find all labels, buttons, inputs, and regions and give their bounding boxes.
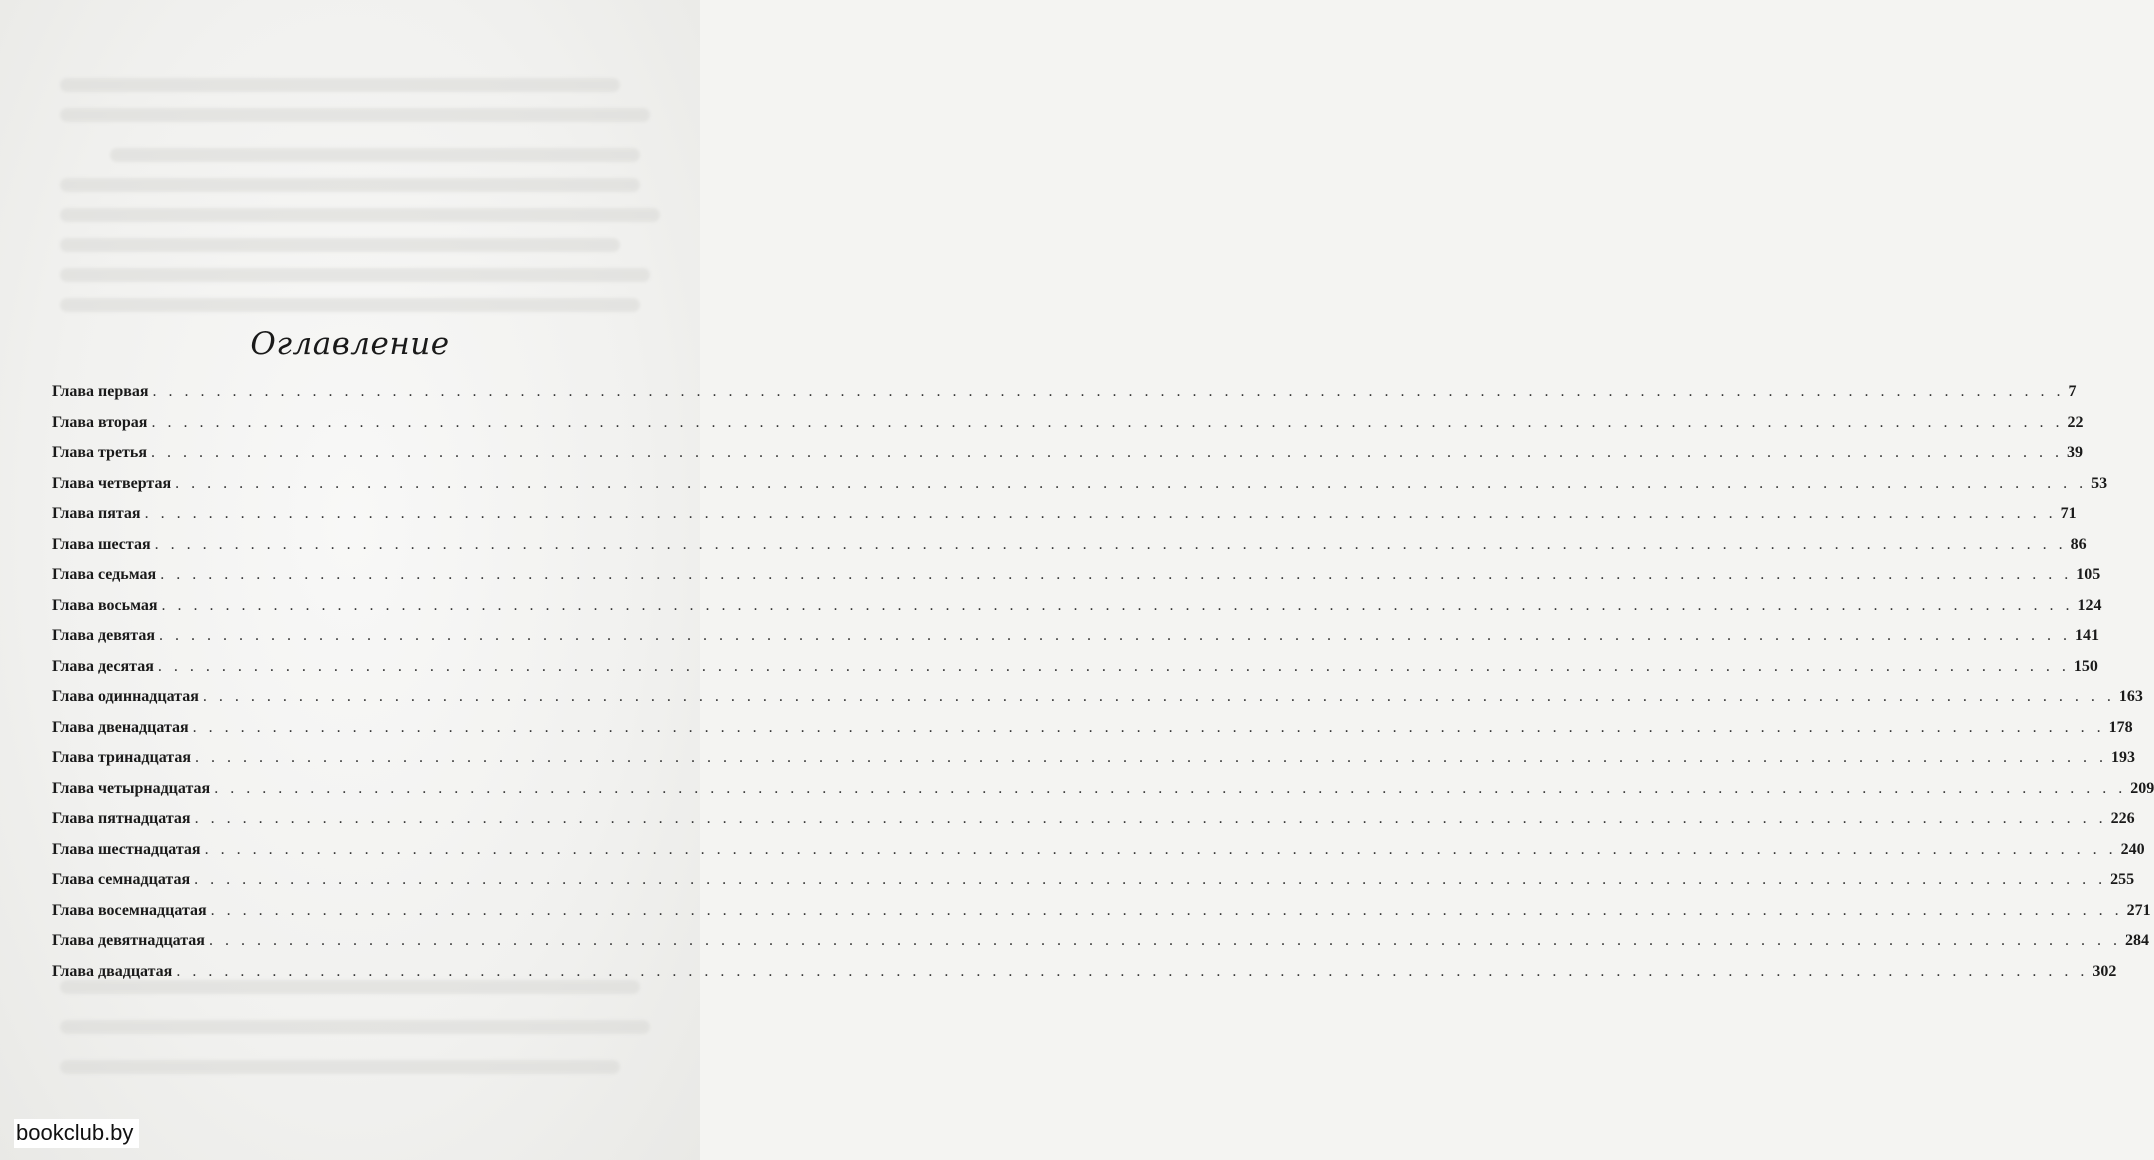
toc-leader-dots: . . . . . . . . . . . . . . . . . . . . . . . . . . . . . . . . . . . . . . . . . . . . . . . . . . . . . . . . . . . . . . . . . . . . . . . . . . . . . . . . . . . . . . . . . . . . . . . . . . . . . . . . . . . . . . . . . . . . . . . . bbox=[194, 871, 2107, 888]
toc-entry bbox=[52, 901, 2151, 933]
toc-entry bbox=[52, 505, 2077, 536]
toc-leader-dots: . . . . . . . . . . . . . . . . . . . . . . . . . . . . . . . . . . . . . . . . . . . . . . . . . . . . . . . . . . . . . . . . . . . . . . . . . . . . . . . . . . . . . . . . . . . . . . . . . . . . . . . . . . . . . . . . . . . . . . . . bbox=[152, 383, 2065, 400]
toc-entry-title: Глава девятая bbox=[52, 627, 155, 644]
toc-entry bbox=[52, 749, 2135, 780]
toc-entry-title: Глава одиннадцатая bbox=[52, 688, 199, 705]
toc-entry bbox=[52, 657, 2098, 689]
toc-entry-page: 124 bbox=[2077, 596, 2102, 614]
toc-entry-title: Глава семнадцатая bbox=[52, 871, 191, 888]
toc-entry bbox=[52, 688, 2143, 719]
toc-heading: Оглавление bbox=[250, 326, 450, 362]
toc-leader-dots: . . . . . . . . . . . . . . . . . . . . . . . . . . . . . . . . . . . . . . . . . . . . . . . . . . . . . . . . . . . . . . . . . . . . . . . . . . . . . . . . . . . . . . . . . . . . . . . . . . . . . . . . . . . . . . . . . . . . . . . . bbox=[161, 596, 2074, 614]
toc-entry-title: Глава двадцатая bbox=[52, 962, 173, 980]
toc-leader-dots: . . . . . . . . . . . . . . . . . . . . . . . . . . . . . . . . . . . . . . . . . . . . . . . . . . . . . . . . . . . . . . . . . . . . . . . . . . . . . . . . . . . . . . . . . . . . . . . . . . . . . . . . . . . . . . . . . . . . . . . . bbox=[195, 749, 2107, 766]
toc-entry bbox=[52, 810, 2135, 841]
toc-leader-dots: . . . . . . . . . . . . . . . . . . . . . . . . . . . . . . . . . . . . . . . . . . . . . . . . . . . . . . . . . . . . . . . . . . . . . . . . . . . . . . . . . . . . . . . . . . . . . . . . . . . . . . . . . . . . . . . . . . . . . . . . bbox=[158, 627, 2071, 644]
toc-leader-dots: . . . . . . . . . . . . . . . . . . . . . . . . . . . . . . . . . . . . . . . . . . . . . . . . . . . . . . . . . . . . . . . . . . . . . . . . . . . . . . . . . . . . . . . . . . . . . . . . . . . . . . . . . . . . . . . . . . . . . . . . bbox=[151, 444, 2064, 461]
toc-entry bbox=[52, 383, 2077, 414]
toc-leader-dots: . . . . . . . . . . . . . . . . . . . . . . . . . . . . . . . . . . . . . . . . . . . . . . . . . . . . . . . . . . . . . . . . . . . . . . . . . . . . . . . . . . . . . . . . . . . . . . . . . . . . . . . . . . . . . . . . . . . . . . . . bbox=[204, 840, 2117, 858]
toc-entry-page: 53 bbox=[2091, 474, 2108, 492]
toc-entry-title: Глава пятая bbox=[52, 505, 141, 522]
toc-entry-page: 22 bbox=[2067, 413, 2084, 431]
toc-entry-title: Глава тринадцатая bbox=[52, 749, 191, 766]
toc-leader-dots: . . . . . . . . . . . . . . . . . . . . . . . . . . . . . . . . . . . . . . . . . . . . . . . . . . . . . . . . . . . . . . . . . . . . . . . . . . . . . . . . . . . . . . . . . . . . . . . . . . . . . . . . . . . . . . . . . . . . . . . . bbox=[210, 901, 2123, 919]
toc-entry-page: 240 bbox=[2120, 840, 2145, 858]
toc-leader-dots: . . . . . . . . . . . . . . . . . . . . . . . . . . . . . . . . . . . . . . . . . . . . . . . . . . . . . . . . . . . . . . . . . . . . . . . . . . . . . . . . . . . . . . . . . . . . . . . . . . . . . . . . . . . . . . . . . . . . . . . . bbox=[144, 505, 2057, 522]
toc-leader-dots: . . . . . . . . . . . . . . . . . . . . . . . . . . . . . . . . . . . . . . . . . . . . . . . . . . . . . . . . . . . . . . . . . . . . . . . . . . . . . . . . . . . . . . . . . . . . . . . . . . . . . . . . . . . . . . . . . . . . . . . . bbox=[202, 688, 2115, 705]
toc-entry-title: Глава девятнадцатая bbox=[52, 932, 205, 949]
toc-entry-page: 302 bbox=[2092, 962, 2117, 980]
toc-entry-page: 255 bbox=[2110, 871, 2135, 888]
toc-entry bbox=[52, 474, 2108, 506]
toc-entry-page: 163 bbox=[2118, 688, 2143, 705]
toc-entry-page: 271 bbox=[2126, 901, 2151, 919]
toc-entry bbox=[52, 535, 2087, 567]
toc-leader-dots: . . . . . . . . . . . . . . . . . . . . . . . . . . . . . . . . . . . . . . . . . . . . . . . . . . . . . . . . . . . . . . . . . . . . . . . . . . . . . . . . . . . . . . . . . . . . . . . . . . . . . . . . . . . . . . . . . . . . . . . . bbox=[175, 474, 2088, 492]
toc-entry-title: Глава вторая bbox=[52, 413, 148, 431]
toc-entry-title: Глава восьмая bbox=[52, 596, 158, 614]
toc-leader-dots: . . . . . . . . . . . . . . . . . . . . . . . . . . . . . . . . . . . . . . . . . . . . . . . . . . . . . . . . . . . . . . . . . . . . . . . . . . . . . . . . . . . . . . . . . . . . . . . . . . . . . . . . . . . . . . . . . . . . . . . . bbox=[160, 566, 2073, 583]
toc-entry-title: Глава третья bbox=[52, 444, 148, 461]
toc-leader-dots: . . . . . . . . . . . . . . . . . . . . . . . . . . . . . . . . . . . . . . . . . . . . . . . . . . . . . . . . . . . . . . . . . . . . . . . . . . . . . . . . . . . . . . . . . . . . . . . . . . . . . . . . . . . . . . . . . . . . . . . . bbox=[157, 657, 2070, 675]
toc-leader-dots: . . . . . . . . . . . . . . . . . . . . . . . . . . . . . . . . . . . . . . . . . . . . . . . . . . . . . . . . . . . . . . . . . . . . . . . . . . . . . . . . . . . . . . . . . . . . . . . . . . . . . . . . . . . . . . . . . . . . . . . . bbox=[214, 779, 2127, 797]
toc-leader-dots: . . . . . . . . . . . . . . . . . . . . . . . . . . . . . . . . . . . . . . . . . . . . . . . . . . . . . . . . . . . . . . . . . . . . . . . . . . . . . . . . . . . . . . . . . . . . . . . . . . . . . . . . . . . . . . . . . . . . . . . . bbox=[194, 810, 2107, 827]
toc-entry-title: Глава шестнадцатая bbox=[52, 840, 201, 858]
table-of-contents bbox=[52, 383, 2154, 993]
toc-entry bbox=[52, 627, 2099, 658]
toc-entry bbox=[52, 566, 2101, 597]
toc-entry bbox=[52, 962, 2117, 994]
toc-entry bbox=[52, 779, 2154, 811]
toc-entry-title: Глава двенадцатая bbox=[52, 718, 189, 736]
toc-entry-page: 284 bbox=[2124, 932, 2149, 949]
toc-entry bbox=[52, 932, 2149, 963]
toc-entry-page: 39 bbox=[2067, 444, 2084, 461]
toc-entry-title: Глава шестая bbox=[52, 535, 151, 553]
toc-entry-page: 150 bbox=[2073, 657, 2098, 675]
toc-entry-page: 178 bbox=[2108, 718, 2133, 736]
toc-entry-page: 209 bbox=[2130, 779, 2154, 797]
toc-entry bbox=[52, 413, 2084, 445]
toc-entry-title: Глава первая bbox=[52, 383, 149, 400]
toc-leader-dots: . . . . . . . . . . . . . . . . . . . . . . . . . . . . . . . . . . . . . . . . . . . . . . . . . . . . . . . . . . . . . . . . . . . . . . . . . . . . . . . . . . . . . . . . . . . . . . . . . . . . . . . . . . . . . . . . . . . . . . . . bbox=[192, 718, 2105, 736]
toc-entry-page: 7 bbox=[2068, 383, 2077, 400]
watermark: bookclub.by bbox=[14, 1119, 139, 1148]
toc-entry bbox=[52, 444, 2084, 475]
toc-entry-page: 86 bbox=[2070, 535, 2087, 553]
toc-entry bbox=[52, 871, 2135, 902]
toc-entry-page: 193 bbox=[2111, 749, 2135, 766]
toc-entry-page: 226 bbox=[2110, 810, 2135, 827]
toc-leader-dots: . . . . . . . . . . . . . . . . . . . . . . . . . . . . . . . . . . . . . . . . . . . . . . . . . . . . . . . . . . . . . . . . . . . . . . . . . . . . . . . . . . . . . . . . . . . . . . . . . . . . . . . . . . . . . . . . . . . . . . . . bbox=[208, 932, 2121, 949]
toc-entry-title: Глава пятнадцатая bbox=[52, 810, 191, 827]
toc-entry-page: 105 bbox=[2076, 566, 2101, 583]
toc-entry-page: 141 bbox=[2074, 627, 2099, 644]
toc-leader-dots: . . . . . . . . . . . . . . . . . . . . . . . . . . . . . . . . . . . . . . . . . . . . . . . . . . . . . . . . . . . . . . . . . . . . . . . . . . . . . . . . . . . . . . . . . . . . . . . . . . . . . . . . . . . . . . . . . . . . . . . . bbox=[151, 413, 2064, 431]
toc-entry bbox=[52, 718, 2133, 750]
toc-entry-page: 71 bbox=[2060, 505, 2077, 522]
toc-leader-dots: . . . . . . . . . . . . . . . . . . . . . . . . . . . . . . . . . . . . . . . . . . . . . . . . . . . . . . . . . . . . . . . . . . . . . . . . . . . . . . . . . . . . . . . . . . . . . . . . . . . . . . . . . . . . . . . . . . . . . . . . bbox=[154, 535, 2067, 553]
toc-entry-title: Глава десятая bbox=[52, 657, 154, 675]
toc-entry bbox=[52, 840, 2145, 872]
toc-leader-dots: . . . . . . . . . . . . . . . . . . . . . . . . . . . . . . . . . . . . . . . . . . . . . . . . . . . . . . . . . . . . . . . . . . . . . . . . . . . . . . . . . . . . . . . . . . . . . . . . . . . . . . . . . . . . . . . . . . . . . . . . bbox=[176, 962, 2089, 980]
toc-entry-title: Глава четвертая bbox=[52, 474, 172, 492]
toc-entry-title: Глава четырнадцатая bbox=[52, 779, 211, 797]
toc-entry-title: Глава седьмая bbox=[52, 566, 157, 583]
toc-entry-title: Глава восемнадцатая bbox=[52, 901, 207, 919]
toc-entry bbox=[52, 596, 2102, 628]
